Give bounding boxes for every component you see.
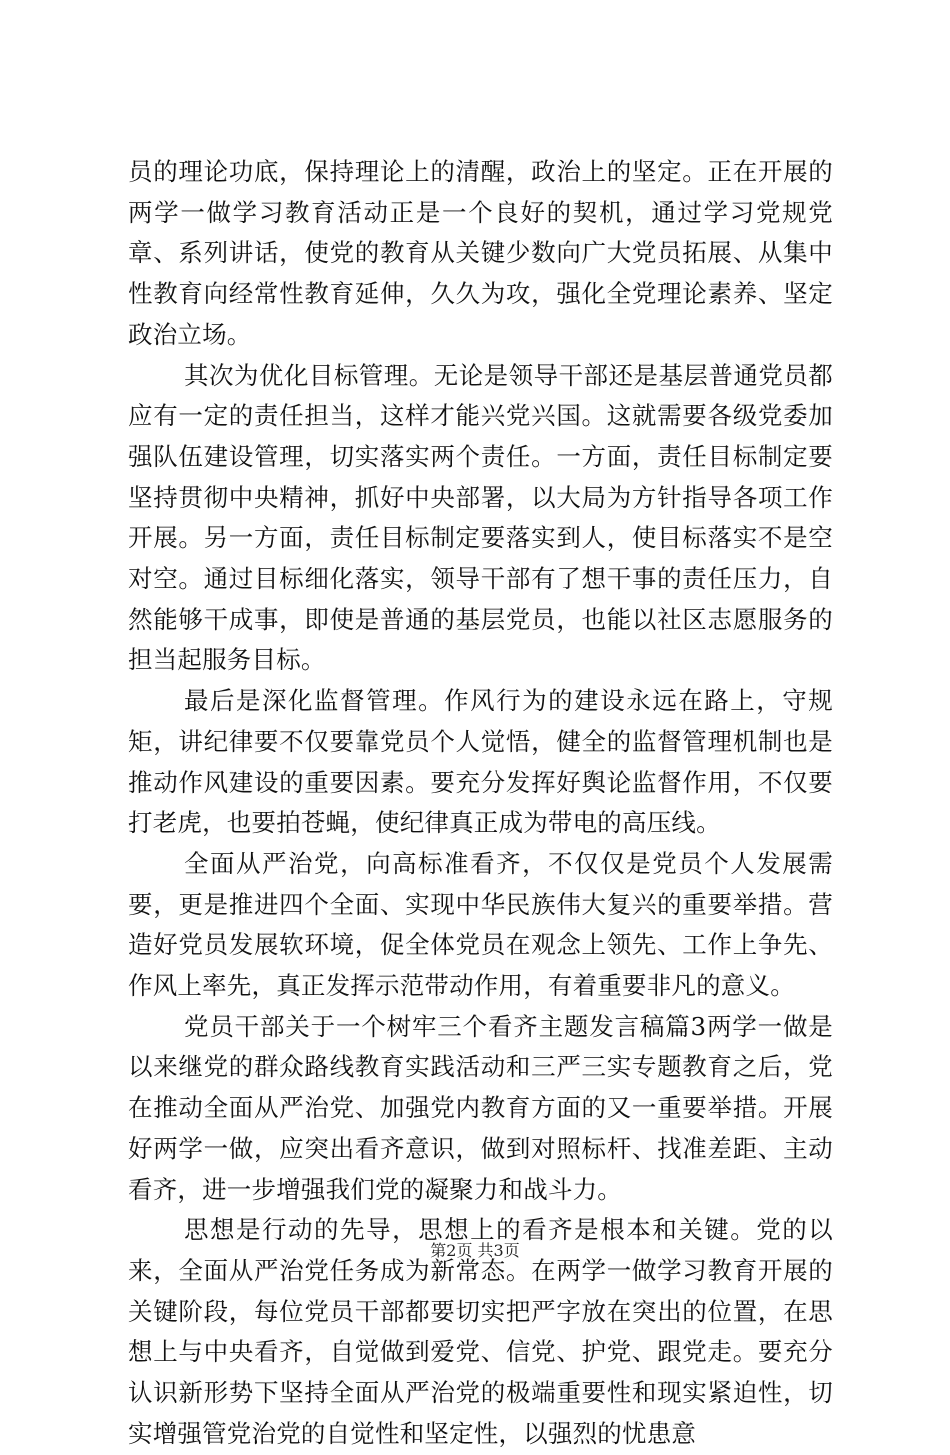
paragraph-4: 全面从严治党，向高标准看齐，不仅仅是党员个人发展需要，更是推进四个全面、实现中华民族伟大复兴的重要举措。营造好党员发展软环境，促全体党员在观念上领先、工作上争先、作风上率先，真正发挥示范带动作用，有着重要非凡的意义。	[128, 848, 833, 1001]
paragraph-1: 员的理论功底，保持理论上的清醒，政治上的坚定。正在开展的两学一做学习教育活动正是一个良好的契机，通过学习党规党章、系列讲话，使党的教育从关键少数向广大党员拓展、从集中性教育向经常性教育延伸，久久为攻，强化全党理论素养、坚定政治立场。	[128, 157, 833, 349]
page-footer: 第2页 共3页	[430, 1241, 520, 1260]
paragraph-3: 最后是深化监督管理。作风行为的建设永远在路上，守规矩，讲纪律要不仅要靠党员个人觉悟，健全的监督管理机制也是推动作风建设的重要因素。要充分发挥好舆论监督作用，不仅要打老虎，也要拍苍蝇，使纪律真正成为带电的高压线。	[128, 686, 833, 838]
paragraph-5: 党员干部关于一个树牢三个看齐主题发言稿篇3两学一做是以来继党的群众路线教育实践活动和三严三实专题教育之后，党在推动全面从严治党、加强党内教育方面的又一重要举措。开展好两学一做，应突出看齐意识，做到对照标杆、找准差距、主动看齐，进一步增强我们党的凝聚力和战斗力。	[128, 1011, 833, 1204]
paragraph-6: 思想是行动的先导，思想上的看齐是根本和关键。党的以来，全面从严治党任务成为新常态。在两学一做学习教育开展的关键阶段，每位党员干部都要切实把严字放在突出的位置，在思想上与中央看齐，自觉做到爱党、信党、护党、跟党走。要充分认识新形势下坚持全面从严治党的极端重要性和现实紧迫性，切实增强管党治党的自觉性和坚定性，以强烈的忧患意	[128, 1215, 833, 1448]
paragraph-2: 其次为优化目标管理。无论是领导干部还是基层普通党员都应有一定的责任担当，这样才能兴党兴国。这就需要各级党委加强队伍建设管理，切实落实两个责任。一方面，责任目标制定要坚持贯彻中央精神，抓好中央部署，以大局为方针指导各项工作开展。另一方面，责任目标制定要落实到人，使目标落实不是空对空。通过目标细化落实，领导干部有了想干事的责任压力，自然能够干成事，即使是普通的基层党员，也能以社区志愿服务的担当起服务目标。	[128, 360, 833, 675]
